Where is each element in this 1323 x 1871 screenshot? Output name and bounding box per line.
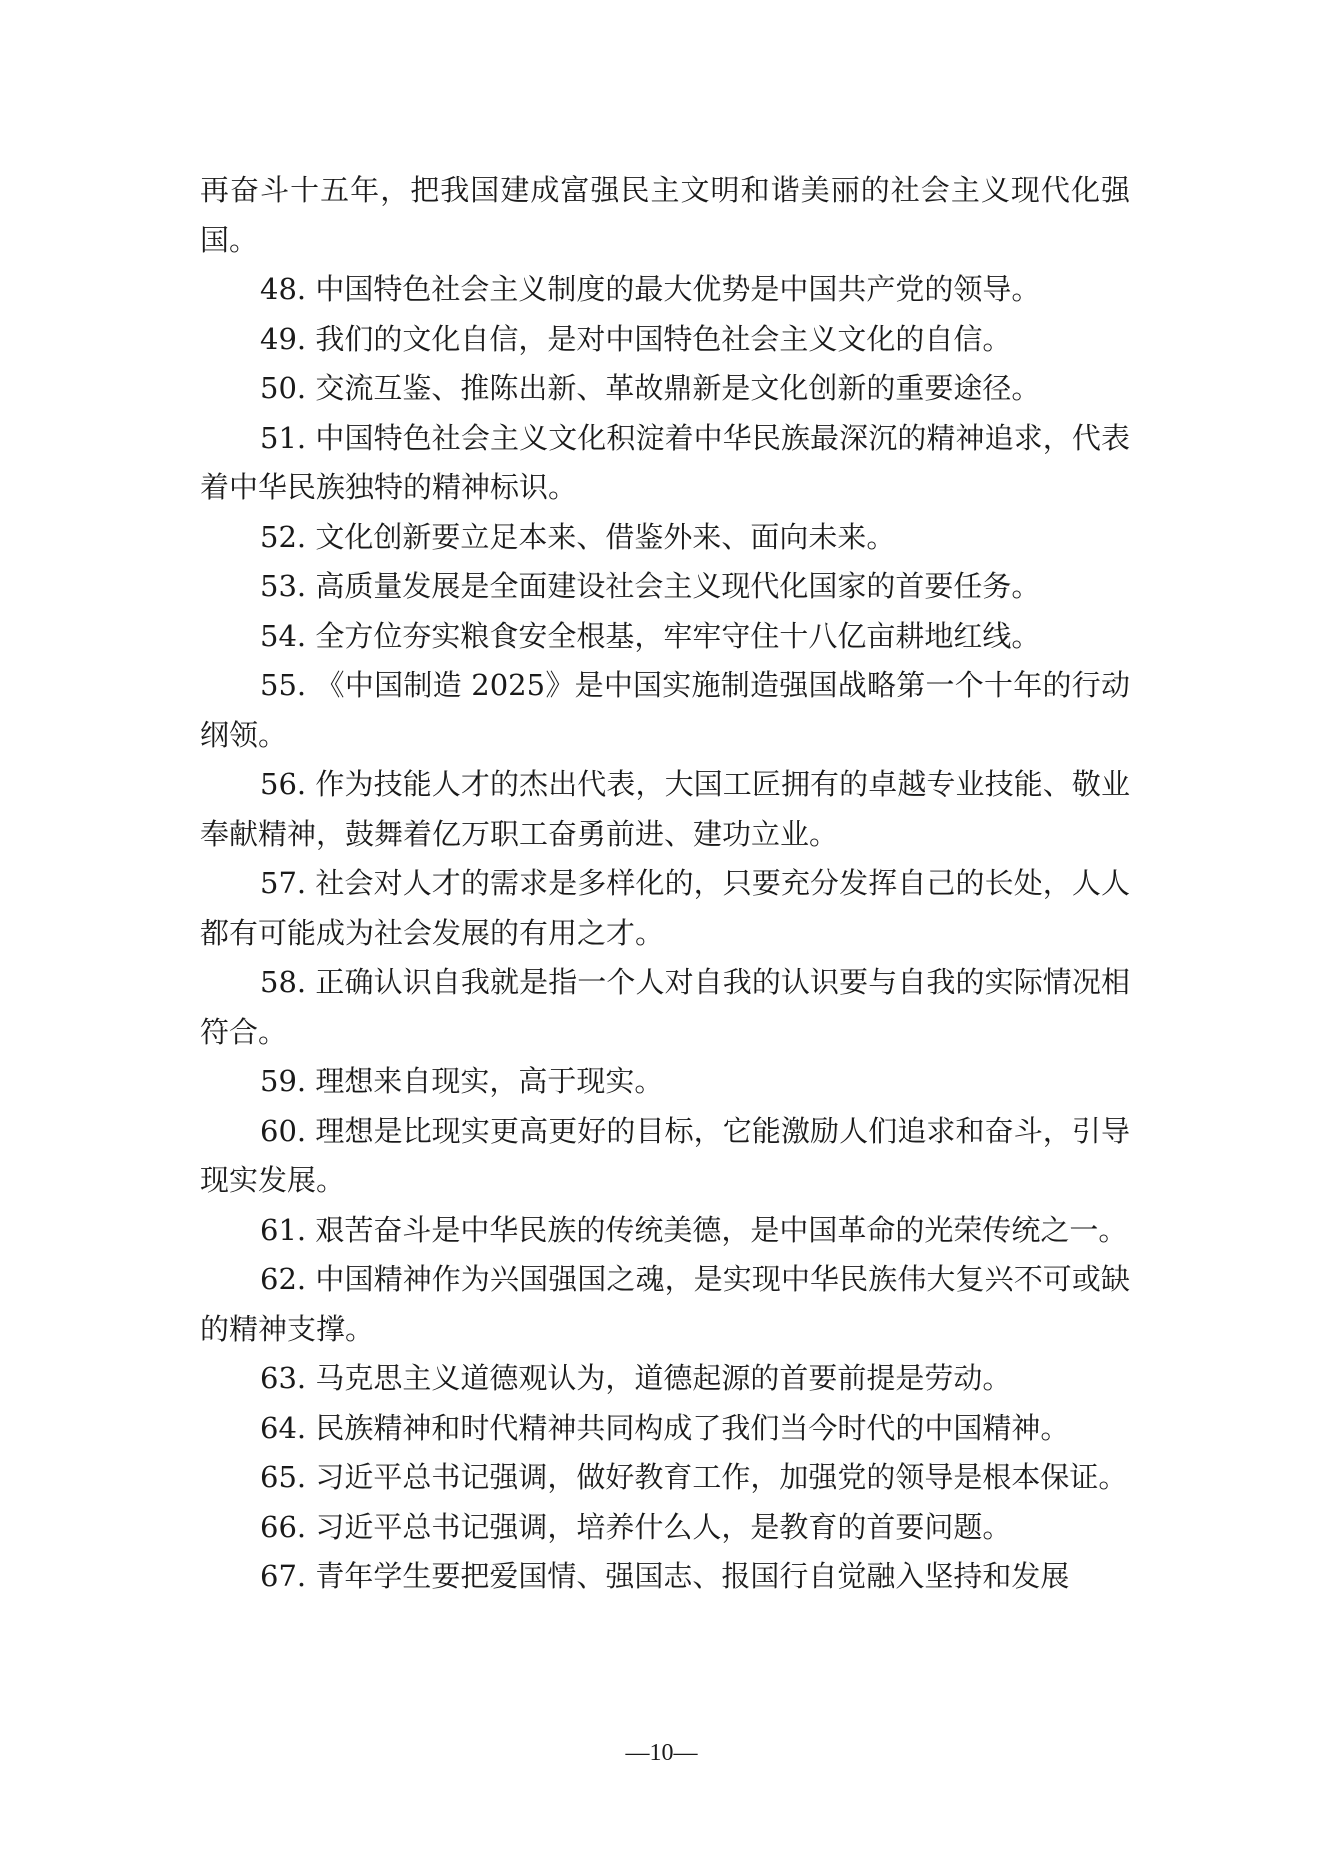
paragraph-item-48: 48. 中国特色社会主义制度的最大优势是中国共产党的领导。: [260, 272, 1041, 306]
paragraph-item-63: 63. 马克思主义道德观认为，道德起源的首要前提是劳动。: [260, 1361, 1012, 1395]
paragraph-item-55: 55. 《中国制造 2025》是中国实施制造强国战略第一个十年的行动纲领。: [200, 668, 1130, 752]
paragraph-item-49: 49. 我们的文化自信，是对中国特色社会主义文化的自信。: [260, 321, 1012, 356]
paragraph-item-59: 59. 理想来自现实，高于现实。: [260, 1064, 664, 1098]
document-body: [200, 166, 1130, 1602]
paragraph-item-62: 62. 中国精神作为兴国强国之魂，是实现中华民族伟大复兴不可或缺的精神支撑。: [200, 1262, 1130, 1346]
paragraph-item-66: 66. 习近平总书记强调，培养什么人，是教育的首要问题。: [260, 1509, 1012, 1544]
paragraph-item-51: 51. 中国特色社会主义文化积淀着中华民族最深沉的精神追求，代表着中华民族独特的精神标识。: [200, 420, 1130, 504]
paragraph-item-65: 65. 习近平总书记强调，做好教育工作，加强党的领导是根本保证。: [260, 1460, 1128, 1494]
paragraph-continuation: 再奋斗十五年，把我国建成富强民主文明和谐美丽的社会主义现代化强国。: [200, 173, 1130, 257]
paragraph-item-67: 67. 青年学生要把爱国情、强国志、报国行自觉融入坚持和发展: [260, 1559, 1070, 1593]
paragraph-item-64: 64. 民族精神和时代精神共同构成了我们当今时代的中国精神。: [260, 1410, 1070, 1445]
paragraph-item-57: 57. 社会对人才的需求是多样化的，只要充分发挥自己的长处，人人都有可能成为社会发展的有用之才。: [200, 866, 1130, 950]
paragraph-item-54: 54. 全方位夯实粮食安全根基，牢牢守住十八亿亩耕地红线。: [260, 618, 1041, 653]
paragraph-item-56: 56. 作为技能人才的杰出代表，大国工匠拥有的卓越专业技能、敬业奉献精神，鼓舞着亿万职工奋勇前进、建功立业。: [200, 767, 1130, 851]
paragraph-item-60: 60. 理想是比现实更高更好的目标，它能激励人们追求和奋斗，引导现实发展。: [200, 1113, 1130, 1197]
page-number: —10—: [625, 1740, 698, 1766]
paragraph-item-61: 61. 艰苦奋斗是中华民族的传统美德，是中国革命的光荣传统之一。: [260, 1212, 1128, 1247]
paragraph-item-52: 52. 文化创新要立足本来、借鉴外来、面向未来。: [260, 519, 896, 554]
paragraph-item-53: 53. 高质量发展是全面建设社会主义现代化国家的首要任务。: [260, 569, 1041, 603]
paragraph-item-58: 58. 正确认识自我就是指一个人对自我的认识要与自我的实际情况相符合。: [200, 965, 1130, 1049]
paragraph-item-50: 50. 交流互鉴、推陈出新、革故鼎新是文化创新的重要途径。: [260, 371, 1041, 405]
